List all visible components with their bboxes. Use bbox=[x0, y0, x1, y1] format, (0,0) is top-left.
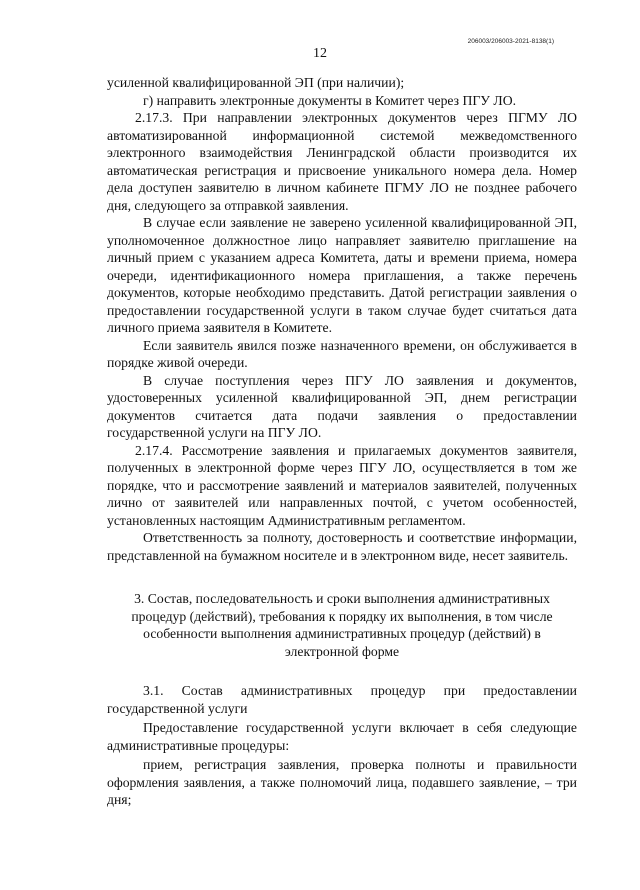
section-heading: 3. Состав, последовательность и сроки выполнения административных процедур (действий), требования к порядку их выполнения, в том числе особенности выполнения административных процедур (действий) в электронной форме bbox=[131, 591, 553, 659]
paragraph-2-17-3: 2.17.3. При направлении электронных документов через ПГМУ ЛО автоматизированной информационной системой межведомственного электронного взаимодействия Ленинградской области производится их автоматическая регистрация и присвоение уникального номера дела. Номер дела доступен заявителю в личном кабинете ПГМУ ЛО не позднее рабочего дня, следующего за отправкой заявления. bbox=[107, 110, 577, 213]
document-id: 206003/206003-2021-8138(1) bbox=[467, 38, 554, 45]
page-number: 12 bbox=[313, 46, 327, 61]
paragraph: Ответственность за полноту, достоверность и соответствие информации, представленной на бумажном носителе и в электронном виде, несет заявитель. bbox=[107, 530, 577, 563]
paragraph: Если заявитель явился позже назначенного времени, он обслуживается в порядке живой очереди. bbox=[107, 337, 577, 370]
paragraph: В случае поступления через ПГУ ЛО заявления и документов, удостоверенных усиленной квалифицированной ЭП, днем регистрации документов считается дата подачи заявления о предоставлении государственной услуги на ПГУ ЛО. bbox=[107, 372, 577, 440]
document-body bbox=[107, 74, 577, 809]
paragraph: Предоставление государственной услуги включает в себя следующие административные процедуры: bbox=[107, 720, 577, 753]
paragraph-2-17-4: 2.17.4. Рассмотрение заявления и прилагаемых документов заявителя, полученных в электронной форме через ПГУ ЛО, осуществляется в том же порядке, что и рассмотрение заявлений и материалов заявителей, полученных лично от заявителей или направленных почтой, с учетом особенностей, установленных настоящим Административным регламентом. bbox=[107, 442, 577, 528]
list-item: прием, регистрация заявления, проверка полноты и правильности оформления заявления, а также полномочий лица, подавшего заявление, – три дня; bbox=[107, 757, 577, 807]
paragraph: г) направить электронные документы в Комитет через ПГУ ЛО. bbox=[143, 92, 516, 108]
paragraph: В случае если заявление не заверено усиленной квалифицированной ЭП, уполномоченное должностное лицо направляет заявителю приглашение на личный прием с указанием адреса Комитета, даты и времени приема, номера очереди, идентификационного номера приглашения, а также перечень документов, которые необходимо представить. Датой регистрации заявления о предоставлении государственной услуги в таком случае будет считаться дата личного приема заявителя в Комитете. bbox=[107, 215, 577, 335]
paragraph: усиленной квалифицированной ЭП (при наличии); bbox=[107, 75, 405, 90]
paragraph-3-1: 3.1. Состав административных процедур при предоставлении государственной услуги bbox=[107, 683, 577, 716]
